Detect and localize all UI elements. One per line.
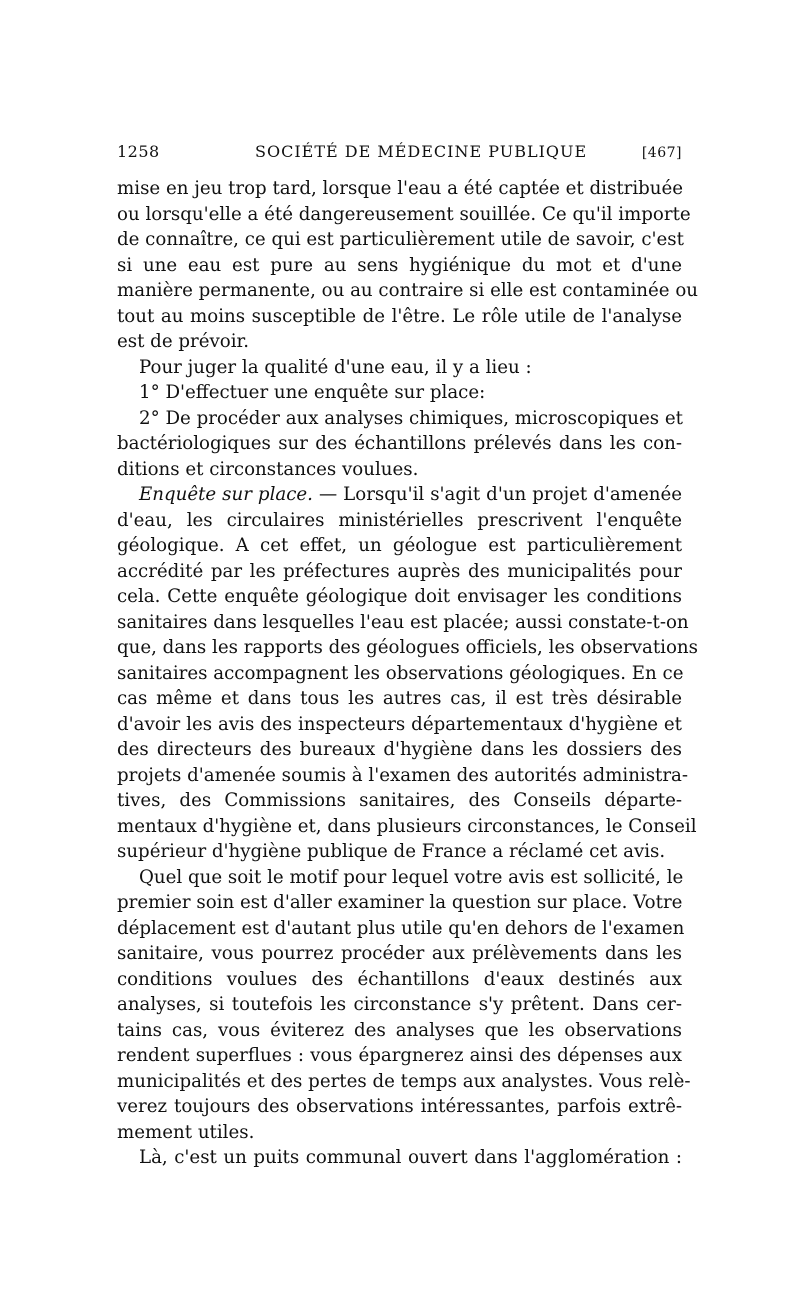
original-page-number: [467] <box>641 145 682 161</box>
text-line: sanitaires accompagnent les observations géologiques. En ce <box>117 662 684 684</box>
text-line: mentaux d'hygiène et, dans plusieurs circonstances, le Conseil <box>117 815 697 837</box>
book-page <box>117 136 698 1171</box>
text-line: géologique. A cet effet, un géologue est particulièrement <box>117 535 682 556</box>
text-line: si une eau est pure au sens hygiénique du mot et d'une <box>117 254 682 276</box>
text-line: manière permanente, ou au contraire si elle est contaminée ou <box>117 280 698 301</box>
text-line: déplacement est d'autant plus utile qu'en dehors de l'examen <box>117 917 685 939</box>
text-line: premier soin est d'aller examiner la question sur place. Votre <box>117 892 683 913</box>
page-header <box>117 136 682 164</box>
text-line-content: — Lorsqu'il s'agit d'un projet d'amenée <box>318 484 682 505</box>
text-line: accrédité par les préfectures auprès des municipalités pour <box>117 560 682 582</box>
text-line: 2° De procéder aux analyses chimiques, microscopiques et <box>139 407 683 429</box>
text-line: de connaître, ce qui est particulièrement utile de savoir, c'est <box>117 229 684 250</box>
text-line: rendent superflues : vous épargnerez ainsi des dépenses aux <box>117 1045 682 1066</box>
text-line <box>117 482 682 508</box>
text-line: projets d'amenée soumis à l'examen des autorités administra- <box>117 764 689 786</box>
text-line: 1° D'effectuer une enquête sur place: <box>139 382 486 403</box>
text-line: tives, des Commissions sanitaires, des Conseils départe- <box>117 790 682 811</box>
text-line: Là, c'est un puits communal ouvert dans l'agglomération : <box>139 1147 682 1168</box>
text-line: que, dans les rapports des géologues officiels, les observations <box>117 637 698 658</box>
text-line: analyses, si toutefois les circonstance s'y prêtent. Dans cer- <box>117 994 682 1015</box>
text-line: d'eau, les circulaires ministérielles prescrivent l'enquête <box>117 509 682 531</box>
text-line: Pour juger la qualité d'une eau, il y a lieu : <box>139 356 532 378</box>
text-line: cela. Cette enquête géologique doit envisager les conditions <box>117 586 682 607</box>
text-line: cas même et dans tous les autres cas, il est très désirable <box>117 688 682 709</box>
text-line: tout au moins susceptible de l'être. Le rôle utile de l'analyse <box>117 305 682 327</box>
text-line: municipalités et des pertes de temps aux analystes. Vous relè- <box>117 1070 691 1092</box>
section-heading: Enquête sur place. <box>139 484 313 505</box>
text-line: ou lorsqu'elle a été dangereusement souillée. Ce qu'il importe <box>117 203 691 225</box>
text-line: ditions et circonstances voulues. <box>117 458 419 480</box>
text-line: sanitaire, vous pourrez procéder aux prélèvements dans les <box>117 943 682 964</box>
text-line: tains cas, vous éviterez des analyses que les observations <box>117 1019 682 1041</box>
text-line: est de prévoir. <box>117 331 249 352</box>
running-title: SOCIÉTÉ DE MÉDECINE PUBLIQUE <box>255 142 588 161</box>
text-line: sanitaires dans lesquelles l'eau est placée; aussi constate-t-on <box>117 611 689 633</box>
text-line: conditions voulues des échantillons d'eaux destinés aux <box>117 968 682 990</box>
page-number: 1258 <box>117 142 160 161</box>
text-line: verez toujours des observations intéressantes, parfois extrê- <box>117 1096 682 1117</box>
text-line: bactériologiques sur des échantillons prélevés dans les con- <box>117 433 682 454</box>
body-text <box>117 176 698 1171</box>
text-line: mement utiles. <box>117 1121 255 1143</box>
text-line: Quel que soit le motif pour lequel votre avis est sollicité, le <box>139 866 684 888</box>
text-line: d'avoir les avis des inspecteurs départementaux d'hygiène et <box>117 713 682 735</box>
text-line: mise en jeu trop tard, lorsque l'eau a été captée et distribuée <box>117 178 684 199</box>
text-line: supérieur d'hygiène publique de France a réclamé cet avis. <box>117 841 666 862</box>
text-line: des directeurs des bureaux d'hygiène dans les dossiers des <box>117 739 682 760</box>
